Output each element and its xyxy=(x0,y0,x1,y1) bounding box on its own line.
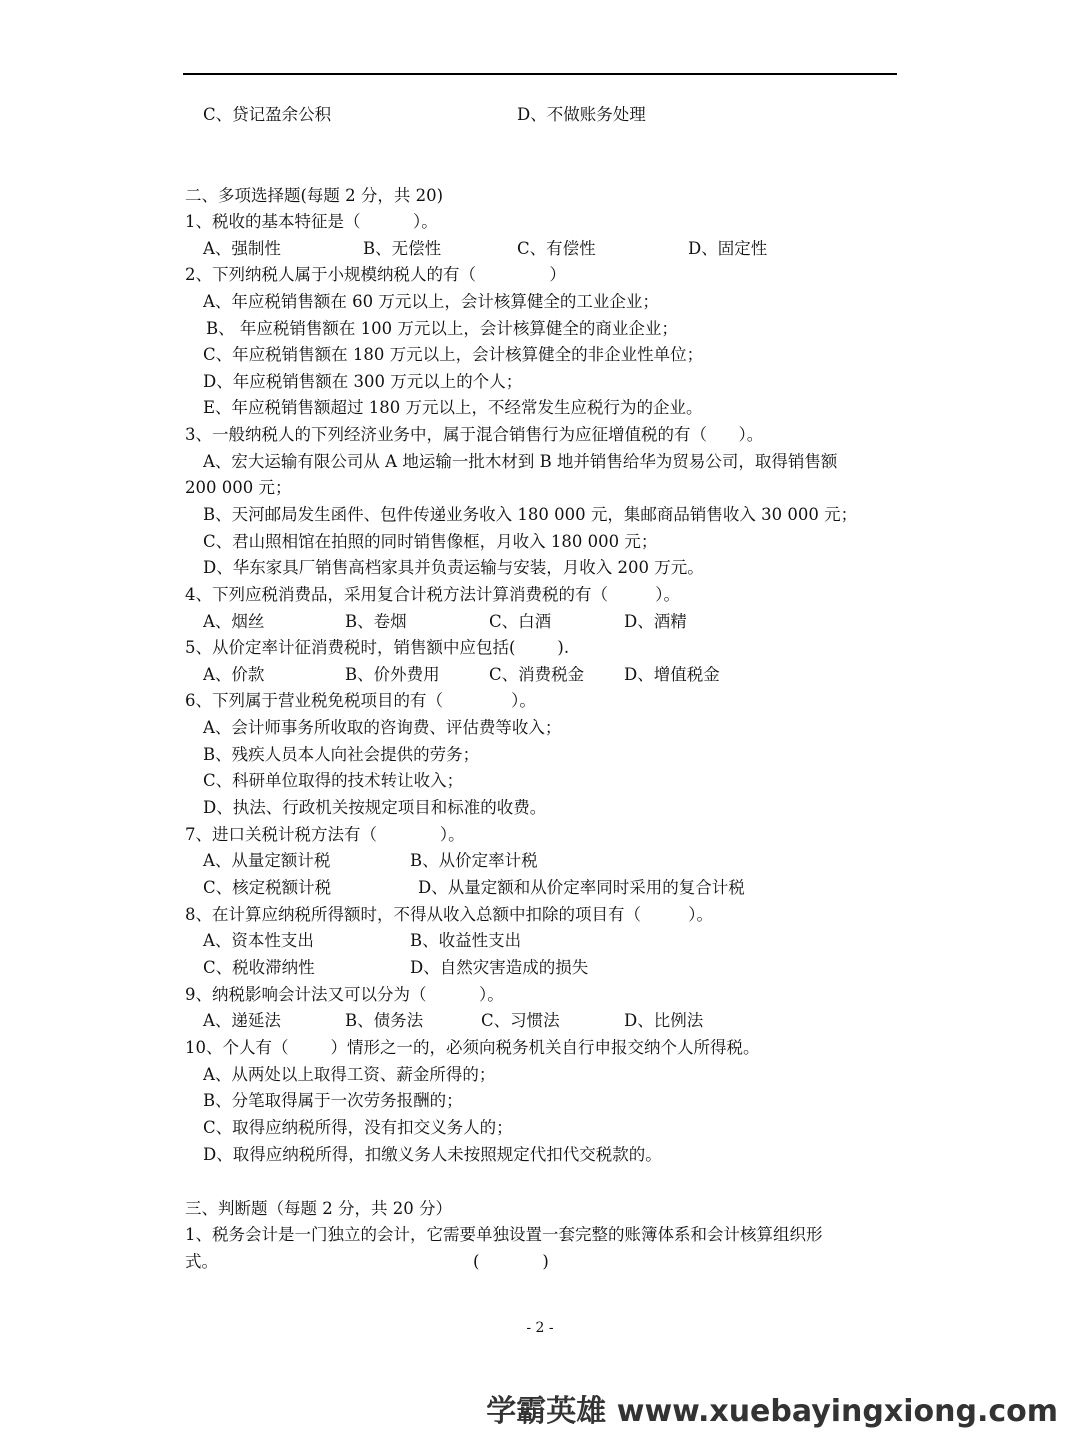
option: B、残疾人员本人向社会提供的劳务； xyxy=(203,745,480,764)
option: A、宏大运输有限公司从 A 地运输一批木材到 B 地并销售给华为贸易公司，取得销售额 xyxy=(203,452,838,471)
option: D、取得应纳税所得，扣缴义务人未按照规定代扣代交税款的。 xyxy=(203,1145,662,1164)
text-line: C、贷记盈余公积 xyxy=(203,105,332,124)
option: B、卷烟 xyxy=(345,612,407,631)
option: 200 000 元； xyxy=(185,478,292,497)
question: 1、税务会计是一门独立的会计，它需要单独设置一套完整的账簿体系和会计核算组织形 xyxy=(185,1225,823,1244)
question: 8、在计算应纳税所得额时，不得从收入总额中扣除的项目有（ ）。 xyxy=(185,905,713,924)
option: C、白酒 xyxy=(489,612,552,631)
option: A、递延法 xyxy=(203,1011,281,1030)
section-heading: 二、多项选择题(每题 2 分，共 20) xyxy=(185,186,444,205)
option: D、酒精 xyxy=(624,612,687,631)
option: C、税收滞纳性 xyxy=(203,958,315,977)
option: D、增值税金 xyxy=(624,665,720,684)
option: B、价外费用 xyxy=(345,665,440,684)
option: A、烟丝 xyxy=(203,612,265,631)
option: B、从价定率计税 xyxy=(410,851,538,870)
option: C、科研单位取得的技术转让收入； xyxy=(203,771,464,790)
watermark: 学霸英雄 www.xuebayingxiong.com xyxy=(486,1394,1058,1429)
question: 5、从价定率计征消费税时，销售额中应包括( ). xyxy=(185,638,570,657)
option: C、君山照相馆在拍照的同时销售像框，月收入 180 000 元； xyxy=(203,532,658,551)
option: A、价款 xyxy=(203,665,265,684)
section-heading: 三、判断题（每题 2 分，共 20 分） xyxy=(185,1199,452,1218)
question: 2、下列纳税人属于小规模纳税人的有（ ） xyxy=(185,265,566,284)
option: C、消费税金 xyxy=(489,665,585,684)
option: E、年应税销售额超过 180 万元以上，不经常发生应税行为的企业。 xyxy=(203,398,703,417)
option: C、核定税额计税 xyxy=(203,878,332,897)
option: C、取得应纳税所得，没有扣交义务人的； xyxy=(203,1118,513,1137)
option: D、比例法 xyxy=(624,1011,704,1030)
text-line: D、不做账务处理 xyxy=(517,105,646,124)
option: A、年应税销售额在 60 万元以上，会计核算健全的工业企业； xyxy=(203,292,659,311)
header-rule xyxy=(183,73,897,75)
page-number: - 2 - xyxy=(526,1320,554,1336)
option: D、自然灾害造成的损失 xyxy=(410,958,589,977)
option: C、习惯法 xyxy=(481,1011,560,1030)
question: 7、进口关税计税方法有（ ）。 xyxy=(185,825,465,844)
question: 1、税收的基本特征是（ ）。 xyxy=(185,212,438,231)
option: A、资本性支出 xyxy=(203,931,314,950)
question: 3、一般纳税人的下列经济业务中，属于混合销售行为应征增值税的有（ ）。 xyxy=(185,425,764,444)
option: D、从量定额和从价定率同时采用的复合计税 xyxy=(418,878,745,897)
option: C、年应税销售额在 180 万元以上，会计核算健全的非企业性单位； xyxy=(203,345,704,364)
option: B、天河邮局发生函件、包件传递业务收入 180 000 元，集邮商品销售收入 30 000 元； xyxy=(203,505,858,524)
option: B、 年应税销售额在 100 万元以上，会计核算健全的商业企业； xyxy=(206,319,678,338)
option: B、分笔取得属于一次劳务报酬的； xyxy=(203,1091,463,1110)
option: A、从两处以上取得工资、薪金所得的； xyxy=(203,1065,496,1084)
option: D、年应税销售额在 300 万元以上的个人； xyxy=(203,372,523,391)
option: D、华东家具厂销售高档家具并负责运输与安装，月收入 200 万元。 xyxy=(203,558,704,577)
option: D、执法、行政机关按规定项目和标准的收费。 xyxy=(203,798,547,817)
option: B、收益性支出 xyxy=(410,931,522,950)
option: B、无偿性 xyxy=(363,239,442,258)
option: D、固定性 xyxy=(688,239,768,258)
question: 9、纳税影响会计法又可以分为（ ）。 xyxy=(185,985,504,1004)
question: 10、个人有（ ）情形之一的，必须向税务机关自行申报交纳个人所得税。 xyxy=(185,1038,760,1057)
question: 式。 xyxy=(185,1252,218,1271)
option: B、债务法 xyxy=(345,1011,424,1030)
question: 6、下列属于营业税免税项目的有（ ）。 xyxy=(185,691,536,710)
option: A、会计师事务所收取的咨询费、评估费等收入； xyxy=(203,718,562,737)
question: 4、下列应税消费品，采用复合计税方法计算消费税的有（ ）。 xyxy=(185,585,680,604)
option: C、有偿性 xyxy=(517,239,596,258)
option: A、从量定额计税 xyxy=(203,851,331,870)
answer-blank: ( ) xyxy=(473,1252,549,1271)
option: A、强制性 xyxy=(203,239,281,258)
